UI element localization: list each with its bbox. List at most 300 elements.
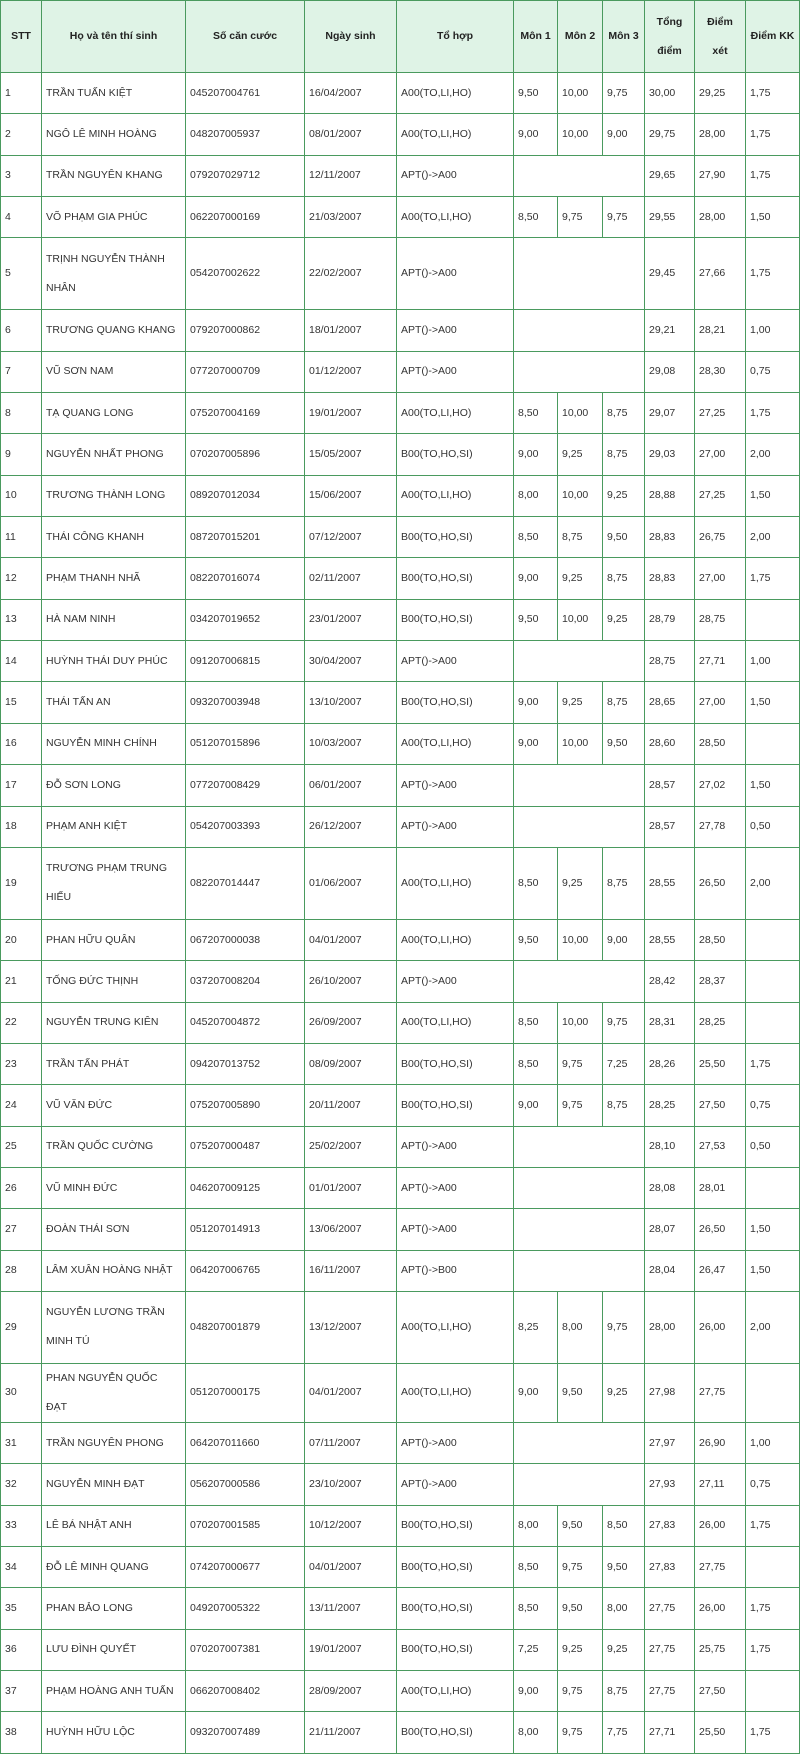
cell-subject-3: 9,50 — [603, 1546, 645, 1587]
cell-stt: 32 — [1, 1464, 42, 1505]
cell-id: 034207019652 — [186, 599, 305, 640]
cell-subject-2: 8,75 — [558, 517, 603, 558]
table-row — [1, 1505, 800, 1546]
cell-id: 067207000038 — [186, 919, 305, 960]
cell-bonus: 1,50 — [746, 475, 800, 516]
table-row — [1, 1629, 800, 1670]
cell-subject-2: 9,75 — [558, 1671, 603, 1712]
cell-dob: 25/02/2007 — [305, 1126, 397, 1167]
cell-id: 045207004872 — [186, 1002, 305, 1043]
cell-subject-2: 10,00 — [558, 475, 603, 516]
cell-total: 28,42 — [645, 961, 695, 1002]
table-row — [1, 682, 800, 723]
cell-bonus: 1,75 — [746, 1712, 800, 1753]
cell-total: 28,26 — [645, 1043, 695, 1084]
cell-score: 28,50 — [695, 919, 746, 960]
cell-bonus: 2,00 — [746, 434, 800, 475]
cell-combo: A00(TO,LI,HO) — [397, 1671, 514, 1712]
cell-subject-1: 9,50 — [514, 919, 558, 960]
table-row — [1, 197, 800, 238]
cell-name: NGUYỄN MINH ĐẠT — [42, 1464, 186, 1505]
cell-subject-3: 9,75 — [603, 1291, 645, 1363]
cell-id: 093207003948 — [186, 682, 305, 723]
cell-combo: APT()->A00 — [397, 155, 514, 196]
header-row — [1, 1, 800, 73]
cell-total: 27,83 — [645, 1505, 695, 1546]
cell-total: 27,83 — [645, 1546, 695, 1587]
cell-dob: 23/10/2007 — [305, 1464, 397, 1505]
cell-name: VŨ VĂN ĐỨC — [42, 1085, 186, 1126]
cell-dob: 13/12/2007 — [305, 1291, 397, 1363]
cell-total: 28,08 — [645, 1167, 695, 1208]
cell-total: 28,55 — [645, 847, 695, 919]
cell-id: 075207000487 — [186, 1126, 305, 1167]
cell-subject-1: 8,50 — [514, 847, 558, 919]
cell-bonus: 1,75 — [746, 1043, 800, 1084]
table-body — [1, 73, 800, 1754]
cell-score: 26,00 — [695, 1505, 746, 1546]
cell-combo: B00(TO,HO,SI) — [397, 1712, 514, 1753]
cell-combo: A00(TO,LI,HO) — [397, 847, 514, 919]
cell-combo: B00(TO,HO,SI) — [397, 1505, 514, 1546]
cell-subject-2: 9,50 — [558, 1588, 603, 1629]
cell-subject-1 — [514, 1250, 645, 1291]
cell-score: 27,11 — [695, 1464, 746, 1505]
cell-bonus: 2,00 — [746, 517, 800, 558]
cell-stt: 34 — [1, 1546, 42, 1587]
cell-stt: 38 — [1, 1712, 42, 1753]
cell-stt: 5 — [1, 238, 42, 310]
cell-subject-2: 9,75 — [558, 197, 603, 238]
cell-combo: A00(TO,LI,HO) — [397, 393, 514, 434]
cell-bonus: 1,75 — [746, 1505, 800, 1546]
cell-bonus: 1,75 — [746, 73, 800, 114]
cell-total: 28,10 — [645, 1126, 695, 1167]
cell-id: 054207002622 — [186, 238, 305, 310]
cell-id: 037207008204 — [186, 961, 305, 1002]
cell-total: 29,21 — [645, 310, 695, 351]
cell-subject-2: 10,00 — [558, 919, 603, 960]
table-row — [1, 1126, 800, 1167]
table-row — [1, 1250, 800, 1291]
cell-total: 28,65 — [645, 682, 695, 723]
cell-id: 070207007381 — [186, 1629, 305, 1670]
cell-bonus: 1,75 — [746, 114, 800, 155]
cell-name: TRẦN NGUYÊN KHANG — [42, 155, 186, 196]
cell-score: 28,25 — [695, 1002, 746, 1043]
cell-bonus: 1,50 — [746, 765, 800, 806]
cell-total: 27,75 — [645, 1629, 695, 1670]
cell-combo: APT()->A00 — [397, 310, 514, 351]
cell-combo: APT()->B00 — [397, 1250, 514, 1291]
cell-dob: 26/10/2007 — [305, 961, 397, 1002]
cell-subject-3: 8,75 — [603, 558, 645, 599]
cell-name: LÂM XUÂN HOÀNG NHẬT — [42, 1250, 186, 1291]
cell-stt: 18 — [1, 806, 42, 847]
cell-id: 054207003393 — [186, 806, 305, 847]
cell-name: VŨ MINH ĐỨC — [42, 1167, 186, 1208]
cell-name: TỐNG ĐỨC THỊNH — [42, 961, 186, 1002]
cell-total: 29,55 — [645, 197, 695, 238]
cell-score: 27,53 — [695, 1126, 746, 1167]
table-row — [1, 1209, 800, 1250]
cell-dob: 08/01/2007 — [305, 114, 397, 155]
cell-dob: 21/11/2007 — [305, 1712, 397, 1753]
table-row — [1, 641, 800, 682]
cell-subject-2: 10,00 — [558, 723, 603, 764]
cell-total: 27,93 — [645, 1464, 695, 1505]
cell-score: 26,00 — [695, 1291, 746, 1363]
cell-total: 28,07 — [645, 1209, 695, 1250]
cell-subject-1: 9,00 — [514, 1363, 558, 1422]
cell-subject-3: 9,00 — [603, 919, 645, 960]
cell-score: 27,50 — [695, 1671, 746, 1712]
cell-id: 077207000709 — [186, 351, 305, 392]
cell-dob: 16/04/2007 — [305, 73, 397, 114]
cell-score: 26,50 — [695, 1209, 746, 1250]
cell-score: 28,37 — [695, 961, 746, 1002]
cell-dob: 16/11/2007 — [305, 1250, 397, 1291]
cell-subject-2: 10,00 — [558, 599, 603, 640]
cell-total: 29,75 — [645, 114, 695, 155]
cell-total: 27,75 — [645, 1671, 695, 1712]
cell-id: 066207008402 — [186, 1671, 305, 1712]
cell-name: TẠ QUANG LONG — [42, 393, 186, 434]
cell-combo: B00(TO,HO,SI) — [397, 434, 514, 475]
cell-id: 075207005890 — [186, 1085, 305, 1126]
cell-id: 062207000169 — [186, 197, 305, 238]
cell-subject-1: 8,00 — [514, 1712, 558, 1753]
cell-id: 079207029712 — [186, 155, 305, 196]
cell-bonus: 2,00 — [746, 847, 800, 919]
cell-combo: APT()->A00 — [397, 351, 514, 392]
cell-score: 27,00 — [695, 558, 746, 599]
cell-subject-1: 8,50 — [514, 517, 558, 558]
cell-score: 25,50 — [695, 1043, 746, 1084]
cell-subject-3: 9,50 — [603, 723, 645, 764]
cell-total: 29,65 — [645, 155, 695, 196]
cell-id: 048207005937 — [186, 114, 305, 155]
cell-combo: APT()->A00 — [397, 961, 514, 1002]
table-row — [1, 1464, 800, 1505]
table-row — [1, 393, 800, 434]
cell-subject-1: 8,25 — [514, 1291, 558, 1363]
header-subject-2: Môn 2 — [558, 1, 603, 73]
cell-combo: B00(TO,HO,SI) — [397, 517, 514, 558]
cell-combo: APT()->A00 — [397, 1167, 514, 1208]
cell-score: 27,00 — [695, 682, 746, 723]
cell-subject-3: 9,50 — [603, 517, 645, 558]
cell-bonus: 1,00 — [746, 1422, 800, 1463]
cell-total: 29,08 — [645, 351, 695, 392]
cell-bonus — [746, 1671, 800, 1712]
cell-score: 25,50 — [695, 1712, 746, 1753]
cell-combo: A00(TO,LI,HO) — [397, 1363, 514, 1422]
cell-bonus: 1,75 — [746, 558, 800, 599]
cell-id: 048207001879 — [186, 1291, 305, 1363]
cell-subject-3: 9,00 — [603, 114, 645, 155]
cell-subject-3: 8,75 — [603, 1671, 645, 1712]
cell-subject-1 — [514, 238, 645, 310]
cell-dob: 28/09/2007 — [305, 1671, 397, 1712]
cell-name: VŨ SƠN NAM — [42, 351, 186, 392]
cell-dob: 26/12/2007 — [305, 806, 397, 847]
cell-combo: A00(TO,LI,HO) — [397, 475, 514, 516]
cell-stt: 10 — [1, 475, 42, 516]
cell-total: 28,57 — [645, 765, 695, 806]
cell-subject-2: 10,00 — [558, 393, 603, 434]
cell-name: TRƯƠNG THÀNH LONG — [42, 475, 186, 516]
cell-bonus — [746, 1002, 800, 1043]
cell-id: 045207004761 — [186, 73, 305, 114]
cell-stt: 35 — [1, 1588, 42, 1629]
cell-subject-2: 9,25 — [558, 1629, 603, 1670]
cell-bonus — [746, 599, 800, 640]
cell-score: 29,25 — [695, 73, 746, 114]
cell-combo: APT()->A00 — [397, 806, 514, 847]
cell-id: 093207007489 — [186, 1712, 305, 1753]
cell-name: ĐỖ LÊ MINH QUANG — [42, 1546, 186, 1587]
cell-stt: 3 — [1, 155, 42, 196]
cell-id: 046207009125 — [186, 1167, 305, 1208]
cell-score: 27,02 — [695, 765, 746, 806]
cell-subject-2: 9,25 — [558, 847, 603, 919]
cell-stt: 15 — [1, 682, 42, 723]
cell-stt: 7 — [1, 351, 42, 392]
cell-name: ĐỖ SƠN LONG — [42, 765, 186, 806]
cell-id: 064207011660 — [186, 1422, 305, 1463]
cell-subject-1: 9,00 — [514, 114, 558, 155]
cell-score: 26,47 — [695, 1250, 746, 1291]
cell-subject-3: 9,25 — [603, 1629, 645, 1670]
cell-combo: APT()->A00 — [397, 1464, 514, 1505]
cell-score: 27,71 — [695, 641, 746, 682]
cell-stt: 8 — [1, 393, 42, 434]
cell-stt: 14 — [1, 641, 42, 682]
cell-name: NGUYỄN MINH CHÍNH — [42, 723, 186, 764]
cell-combo: B00(TO,HO,SI) — [397, 558, 514, 599]
cell-stt: 12 — [1, 558, 42, 599]
cell-name: LÊ BÁ NHẬT ANH — [42, 1505, 186, 1546]
cell-combo: A00(TO,LI,HO) — [397, 919, 514, 960]
cell-dob: 01/06/2007 — [305, 847, 397, 919]
cell-combo: APT()->A00 — [397, 238, 514, 310]
cell-bonus — [746, 1546, 800, 1587]
cell-stt: 1 — [1, 73, 42, 114]
cell-stt: 6 — [1, 310, 42, 351]
cell-id: 070207005896 — [186, 434, 305, 475]
cell-subject-2: 9,25 — [558, 558, 603, 599]
cell-subject-1 — [514, 961, 645, 1002]
header-combo: Tổ hợp — [397, 1, 514, 73]
cell-bonus: 1,00 — [746, 310, 800, 351]
header-subject-1: Môn 1 — [514, 1, 558, 73]
cell-id: 082207014447 — [186, 847, 305, 919]
cell-name: ĐOÀN THÁI SƠN — [42, 1209, 186, 1250]
header-id: Số căn cước — [186, 1, 305, 73]
cell-combo: A00(TO,LI,HO) — [397, 723, 514, 764]
cell-dob: 04/01/2007 — [305, 1363, 397, 1422]
cell-bonus: 2,00 — [746, 1291, 800, 1363]
cell-total: 30,00 — [645, 73, 695, 114]
cell-total: 29,45 — [645, 238, 695, 310]
header-total: Tổng điểm — [645, 1, 695, 73]
cell-subject-1: 8,50 — [514, 1546, 558, 1587]
header-name: Họ và tên thí sinh — [42, 1, 186, 73]
table-row — [1, 806, 800, 847]
cell-bonus: 0,50 — [746, 1126, 800, 1167]
cell-total: 28,75 — [645, 641, 695, 682]
cell-subject-3: 7,75 — [603, 1712, 645, 1753]
cell-stt: 9 — [1, 434, 42, 475]
cell-subject-3: 8,75 — [603, 434, 645, 475]
cell-combo: A00(TO,LI,HO) — [397, 1002, 514, 1043]
cell-bonus: 1,50 — [746, 197, 800, 238]
header-stt: STT — [1, 1, 42, 73]
cell-bonus: 0,75 — [746, 1464, 800, 1505]
cell-total: 28,79 — [645, 599, 695, 640]
cell-subject-3: 8,75 — [603, 393, 645, 434]
cell-total: 27,97 — [645, 1422, 695, 1463]
cell-score: 28,50 — [695, 723, 746, 764]
cell-subject-2: 9,75 — [558, 1043, 603, 1084]
table-row — [1, 961, 800, 1002]
cell-subject-3: 8,00 — [603, 1588, 645, 1629]
cell-name: PHAN BẢO LONG — [42, 1588, 186, 1629]
cell-subject-1: 8,50 — [514, 393, 558, 434]
cell-bonus: 1,50 — [746, 682, 800, 723]
cell-score: 27,75 — [695, 1363, 746, 1422]
cell-dob: 13/10/2007 — [305, 682, 397, 723]
cell-dob: 12/11/2007 — [305, 155, 397, 196]
table-row — [1, 238, 800, 310]
cell-dob: 15/06/2007 — [305, 475, 397, 516]
table-row — [1, 558, 800, 599]
cell-score: 27,25 — [695, 393, 746, 434]
cell-subject-1 — [514, 1126, 645, 1167]
cell-bonus: 0,75 — [746, 351, 800, 392]
table-row — [1, 1002, 800, 1043]
cell-subject-1: 9,00 — [514, 558, 558, 599]
cell-subject-3: 8,75 — [603, 682, 645, 723]
cell-dob: 19/01/2007 — [305, 1629, 397, 1670]
table-row — [1, 475, 800, 516]
cell-combo: APT()->A00 — [397, 1422, 514, 1463]
cell-id: 094207013752 — [186, 1043, 305, 1084]
cell-dob: 21/03/2007 — [305, 197, 397, 238]
cell-id: 064207006765 — [186, 1250, 305, 1291]
cell-dob: 26/09/2007 — [305, 1002, 397, 1043]
cell-stt: 21 — [1, 961, 42, 1002]
cell-name: PHAN NGUYỄN QUỐC ĐẠT — [42, 1363, 186, 1422]
cell-score: 28,75 — [695, 599, 746, 640]
cell-id: 051207015896 — [186, 723, 305, 764]
cell-id: 089207012034 — [186, 475, 305, 516]
cell-score: 27,75 — [695, 1546, 746, 1587]
cell-name: TRẦN TUẤN KIỆT — [42, 73, 186, 114]
cell-subject-1: 7,25 — [514, 1629, 558, 1670]
cell-total: 28,83 — [645, 558, 695, 599]
cell-total: 28,55 — [645, 919, 695, 960]
cell-dob: 07/12/2007 — [305, 517, 397, 558]
cell-combo: A00(TO,LI,HO) — [397, 197, 514, 238]
table-row — [1, 310, 800, 351]
cell-subject-1: 8,00 — [514, 475, 558, 516]
cell-stt: 36 — [1, 1629, 42, 1670]
cell-subject-2: 9,75 — [558, 1712, 603, 1753]
cell-dob: 04/01/2007 — [305, 919, 397, 960]
header-dob: Ngày sinh — [305, 1, 397, 73]
cell-combo: APT()->A00 — [397, 641, 514, 682]
cell-dob: 19/01/2007 — [305, 393, 397, 434]
cell-stt: 16 — [1, 723, 42, 764]
table-row — [1, 599, 800, 640]
table-row — [1, 919, 800, 960]
cell-score: 27,25 — [695, 475, 746, 516]
cell-bonus: 1,00 — [746, 641, 800, 682]
table-row — [1, 1167, 800, 1208]
cell-subject-1: 8,50 — [514, 1588, 558, 1629]
table-row — [1, 434, 800, 475]
cell-subject-1 — [514, 1209, 645, 1250]
cell-stt: 30 — [1, 1363, 42, 1422]
cell-dob: 07/11/2007 — [305, 1422, 397, 1463]
cell-score: 26,00 — [695, 1588, 746, 1629]
cell-name: HUỲNH THÁI DUY PHÚC — [42, 641, 186, 682]
cell-subject-2: 10,00 — [558, 114, 603, 155]
cell-total: 28,57 — [645, 806, 695, 847]
cell-bonus: 1,75 — [746, 238, 800, 310]
cell-subject-1: 9,50 — [514, 73, 558, 114]
cell-name: PHẠM ANH KIỆT — [42, 806, 186, 847]
cell-total: 28,31 — [645, 1002, 695, 1043]
cell-subject-3: 7,25 — [603, 1043, 645, 1084]
cell-name: HÀ NAM NINH — [42, 599, 186, 640]
cell-score: 28,21 — [695, 310, 746, 351]
cell-dob: 20/11/2007 — [305, 1085, 397, 1126]
cell-stt: 20 — [1, 919, 42, 960]
cell-bonus: 1,75 — [746, 1629, 800, 1670]
cell-name: TRẦN QUỐC CƯỜNG — [42, 1126, 186, 1167]
cell-dob: 18/01/2007 — [305, 310, 397, 351]
table-row — [1, 723, 800, 764]
cell-subject-1 — [514, 155, 645, 196]
cell-subject-1: 8,50 — [514, 1002, 558, 1043]
cell-subject-1 — [514, 351, 645, 392]
cell-stt: 26 — [1, 1167, 42, 1208]
cell-total: 29,03 — [645, 434, 695, 475]
cell-total: 27,71 — [645, 1712, 695, 1753]
cell-name: VÕ PHẠM GIA PHÚC — [42, 197, 186, 238]
cell-subject-1 — [514, 641, 645, 682]
cell-stt: 29 — [1, 1291, 42, 1363]
cell-bonus — [746, 919, 800, 960]
cell-stt: 24 — [1, 1085, 42, 1126]
cell-bonus: 1,75 — [746, 393, 800, 434]
cell-total: 28,00 — [645, 1291, 695, 1363]
cell-subject-2: 9,50 — [558, 1363, 603, 1422]
cell-bonus — [746, 1363, 800, 1422]
cell-id: 087207015201 — [186, 517, 305, 558]
table-row — [1, 1588, 800, 1629]
cell-subject-2: 9,75 — [558, 1085, 603, 1126]
cell-id: 079207000862 — [186, 310, 305, 351]
cell-name: PHAN HỮU QUÂN — [42, 919, 186, 960]
cell-subject-2: 9,75 — [558, 1546, 603, 1587]
cell-bonus — [746, 723, 800, 764]
cell-score: 26,50 — [695, 847, 746, 919]
cell-subject-1 — [514, 310, 645, 351]
